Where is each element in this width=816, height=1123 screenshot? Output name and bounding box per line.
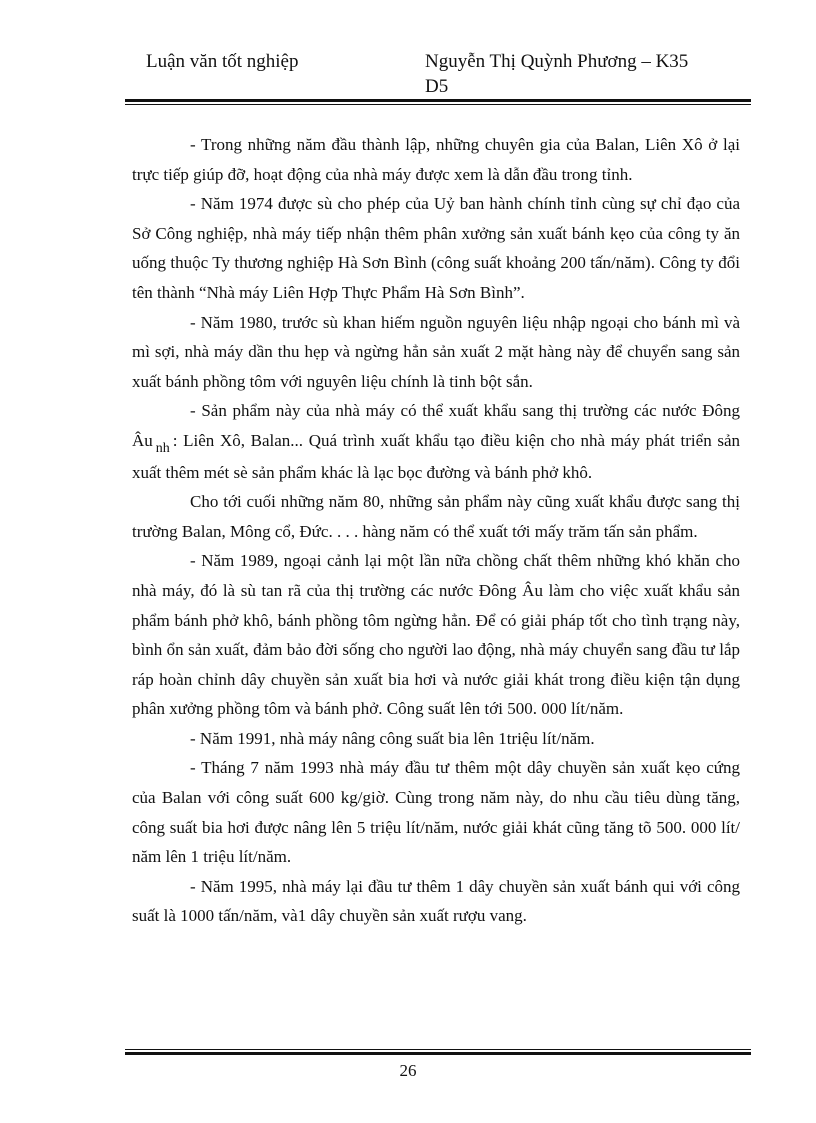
paragraph-8: - Tháng 7 năm 1993 nhà máy đầu tư thêm một dây chuyền sản xuất kẹo cứng của Balan với công suất 600 kg/giờ. Cùng trong năm này, do nhu cầu tiêu dùng tăng, công suất bia hơi được nâng lên 5 triệu lít/năm, nước giải khát cũng tăng tõ 500. 000 lít/ năm lên 1 triệu lít/năm. [132,758,740,867]
paragraph-1: - Trong những năm đầu thành lập, những chuyên gia của Balan, Liên Xô ở lại trực tiếp giúp đỡ, hoạt động của nhà máy được xem là dẫn đầu trong tỉnh. [132,135,740,184]
body-text [132,130,740,931]
paragraph-6: - Năm 1989, ngoại cảnh lại một lần nữa chồng chất thêm những khó khăn cho nhà máy, đó là sù tan rã của thị trường các nước Đông Âu làm cho việc xuất khẩu sản phẩm bánh phở khô, bánh phồng tôm ngừng hẳn. Để có giải pháp tốt cho tình trạng này, bình ổn sản xuất, đảm bảo đời sống cho người lao động, nhà máy chuyển sang đầu tư lắp ráp hoàn chỉnh dây chuyền sản xuất bia hơi và nước giải khát trong điều kiện tận dụng phân xưởng phồng tôm và bánh phở. Công suất lên tới 500. 000 lít/năm. [132,551,740,719]
paragraph-5: Cho tới cuối những năm 80, những sản phẩm này cũng xuất khẩu được sang thị trường Balan, Mông cổ, Đức. . . . hàng năm có thể xuất tới mấy trăm tấn sản phẩm. [132,492,740,541]
header-author: Nguyễn Thị Quỳnh Phương – K35 [425,51,689,72]
paragraph-7: - Năm 1991, nhà máy nâng công suất bia lên 1triệu lít/năm. [190,728,595,748]
header-thesis-title: Luận văn tốt nghiệp [146,51,299,72]
page-number: 26 [399,1061,417,1080]
paragraph-4 [132,396,740,487]
paragraph-2: - Năm 1974 được sù cho phép của Uỷ ban hành chính tỉnh cùng sự chỉ đạo của Sở Công nghiệp, nhà máy tiếp nhận thêm phân xưởng sản xuất bánh kẹo của công ty ăn uống thuộc Ty thương nghiệp Hà Sơn Bình (công suất khoảng 200 tấn/năm). Công ty đổi tên thành “Nhà máy Liên Hợp Thực Phẩm Hà Sơn Bình”. [132,194,740,302]
paragraph-3: - Năm 1980, trước sù khan hiếm nguồn nguyên liệu nhập ngoại cho bánh mì và mì sợi, nhà máy dần thu hẹp và ngừng hẳn sản xuất 2 mặt hàng này để chuyển sang sản xuất bánh phồng tôm với nguyên liệu chính là tinh bột sắn. [132,312,740,391]
header-rule-thin [125,104,751,105]
header-rule-thick [125,99,751,102]
paragraph-9: - Năm 1995, nhà máy lại đầu tư thêm 1 dây chuyền sản xuất bánh qui với công suất là 1000 tấn/năm, và1 dây chuyền sản xuất rượu vang. [132,876,740,926]
paragraph-4-before: - Sản phẩm này của nhà máy có thể xuất khẩu sang thị trường các nước Đông Âu [132,401,740,450]
paragraph-4-after: : Liên Xô, Balan... Quá trình xuất khẩu tạo điều kiện cho nhà máy phát triển sản xuất thêm mét sè sản phẩm khác là lạc bọc đường và bánh phở khô. [132,430,740,482]
header-author-class: D5 [425,76,449,97]
paragraph-4-subscript: nh [155,440,170,456]
footer-rule-thin [125,1049,751,1050]
footer-rule-thick [125,1052,751,1055]
